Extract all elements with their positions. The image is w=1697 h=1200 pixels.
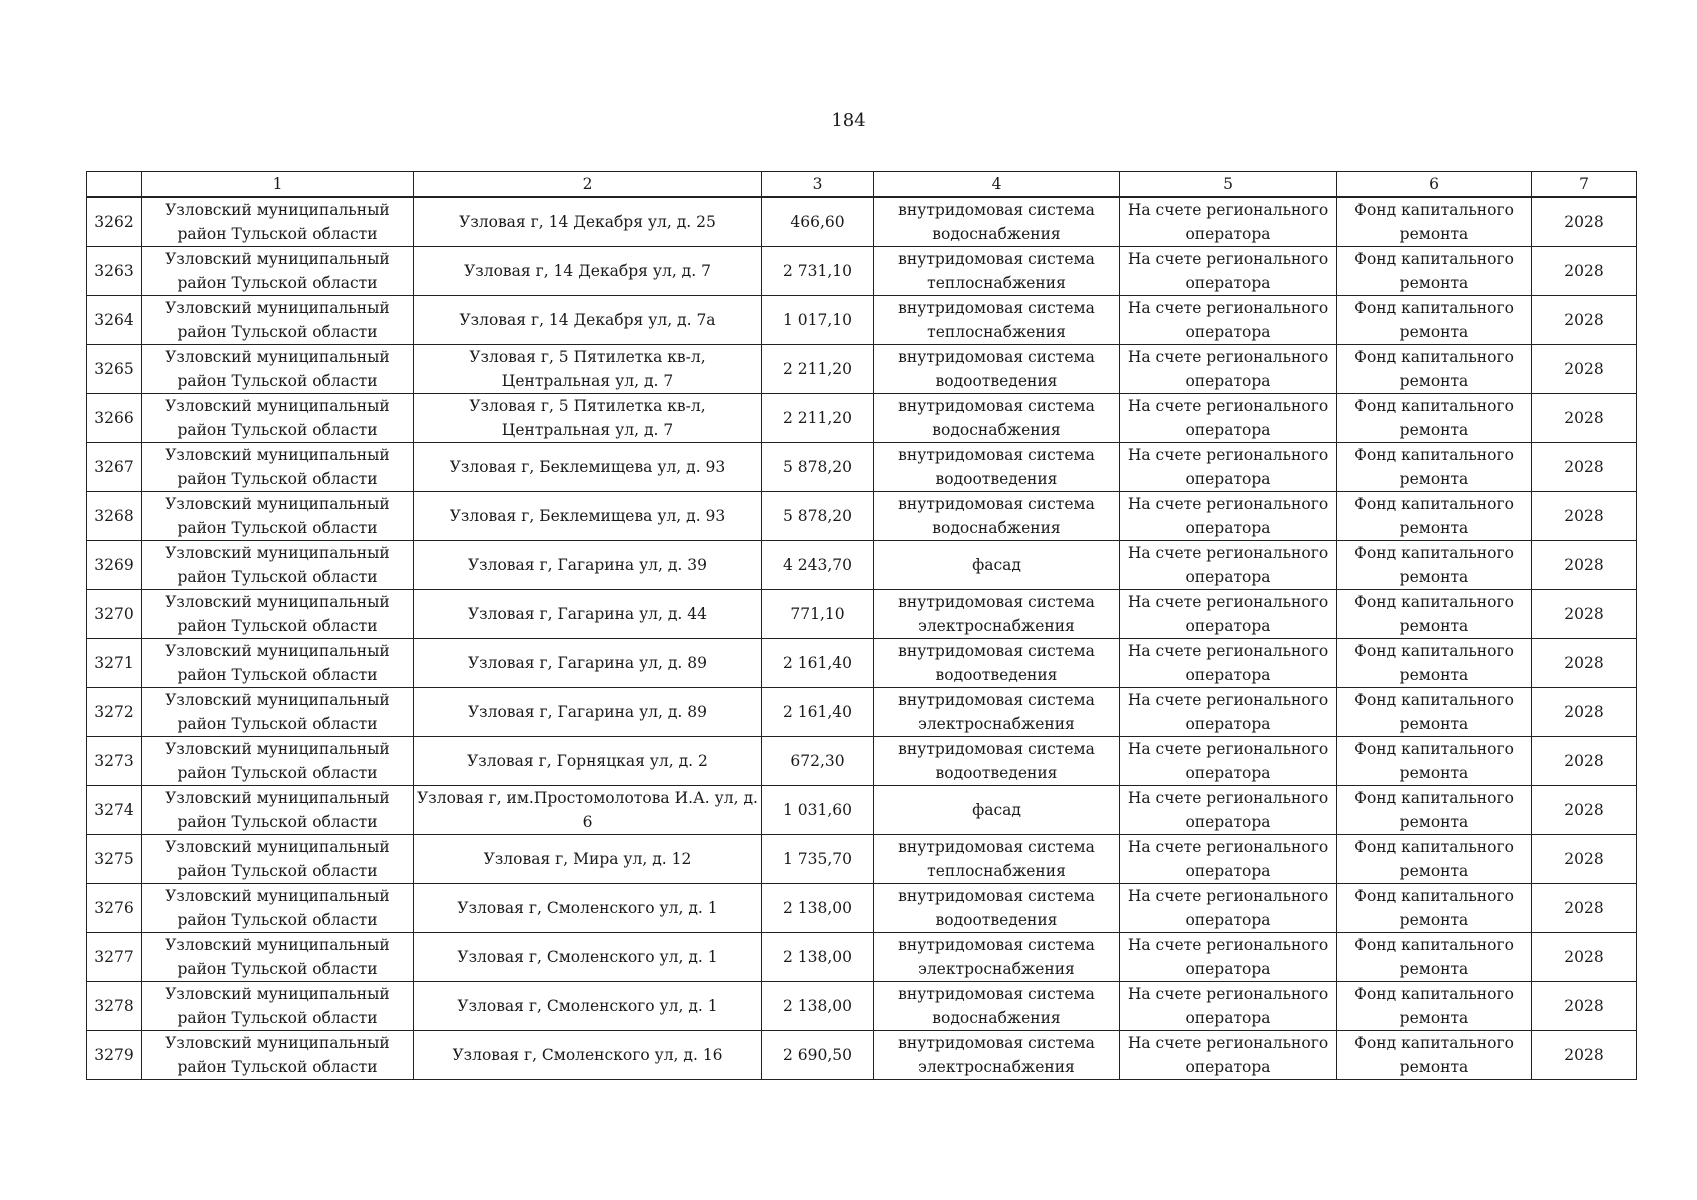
row-number-cell: 3269	[87, 541, 142, 590]
funding-source-cell: Фонд капитального ремонта	[1337, 394, 1532, 443]
work-type-cell: фасад	[874, 541, 1120, 590]
work-type-cell: внутридомовая система теплоснабжения	[874, 835, 1120, 884]
address-cell: Узловая г, 14 Декабря ул, д. 7а	[414, 296, 762, 345]
header-cell-2: 2	[414, 172, 762, 198]
table-row	[87, 197, 1637, 247]
area-cell: 672,30	[762, 737, 874, 786]
district-cell: Узловский муниципальный район Тульской области	[142, 443, 414, 492]
address-cell: Узловая г, 5 Пятилетка кв-л, Центральная ул, д. 7	[414, 345, 762, 394]
table-row	[87, 1031, 1637, 1080]
row-number-cell: 3264	[87, 296, 142, 345]
area-cell: 2 731,10	[762, 247, 874, 296]
district-cell: Узловский муниципальный район Тульской области	[142, 345, 414, 394]
address-cell: Узловая г, Горняцкая ул, д. 2	[414, 737, 762, 786]
funding-source-cell: Фонд капитального ремонта	[1337, 541, 1532, 590]
table-row	[87, 394, 1637, 443]
year-cell: 2028	[1532, 492, 1637, 541]
address-cell: Узловая г, Мира ул, д. 12	[414, 835, 762, 884]
row-number-cell: 3265	[87, 345, 142, 394]
work-type-cell: внутридомовая система электроснабжения	[874, 933, 1120, 982]
row-number-cell: 3270	[87, 590, 142, 639]
year-cell: 2028	[1532, 786, 1637, 835]
year-cell: 2028	[1532, 933, 1637, 982]
year-cell: 2028	[1532, 688, 1637, 737]
funding-source-cell: Фонд капитального ремонта	[1337, 639, 1532, 688]
area-cell: 1 735,70	[762, 835, 874, 884]
work-type-cell: внутридомовая система водоотведения	[874, 884, 1120, 933]
year-cell: 2028	[1532, 345, 1637, 394]
account-cell: На счете регионального оператора	[1120, 786, 1337, 835]
year-cell: 2028	[1532, 884, 1637, 933]
year-cell: 2028	[1532, 541, 1637, 590]
address-cell: Узловая г, Гагарина ул, д. 89	[414, 688, 762, 737]
year-cell: 2028	[1532, 394, 1637, 443]
account-cell: На счете регионального оператора	[1120, 1031, 1337, 1080]
account-cell: На счете регионального оператора	[1120, 737, 1337, 786]
table-row	[87, 884, 1637, 933]
work-type-cell: внутридомовая система теплоснабжения	[874, 247, 1120, 296]
area-cell: 5 878,20	[762, 492, 874, 541]
table-row	[87, 492, 1637, 541]
header-cell-num	[87, 172, 142, 198]
funding-source-cell: Фонд капитального ремонта	[1337, 884, 1532, 933]
address-cell: Узловая г, Беклемищева ул, д. 93	[414, 443, 762, 492]
table-row	[87, 296, 1637, 345]
funding-source-cell: Фонд капитального ремонта	[1337, 247, 1532, 296]
address-cell: Узловая г, Гагарина ул, д. 39	[414, 541, 762, 590]
row-number-cell: 3277	[87, 933, 142, 982]
work-type-cell: внутридомовая система электроснабжения	[874, 688, 1120, 737]
page-number: 184	[831, 110, 866, 131]
district-cell: Узловский муниципальный район Тульской области	[142, 639, 414, 688]
table-row	[87, 345, 1637, 394]
district-cell: Узловский муниципальный район Тульской области	[142, 835, 414, 884]
year-cell: 2028	[1532, 1031, 1637, 1080]
work-type-cell: внутридомовая система водоснабжения	[874, 982, 1120, 1031]
district-cell: Узловский муниципальный район Тульской области	[142, 884, 414, 933]
table-row	[87, 933, 1637, 982]
area-cell: 771,10	[762, 590, 874, 639]
row-number-cell: 3268	[87, 492, 142, 541]
address-cell: Узловая г, Гагарина ул, д. 44	[414, 590, 762, 639]
account-cell: На счете регионального оператора	[1120, 688, 1337, 737]
work-type-cell: внутридомовая система водоснабжения	[874, 492, 1120, 541]
address-cell: Узловая г, Смоленского ул, д. 16	[414, 1031, 762, 1080]
year-cell: 2028	[1532, 639, 1637, 688]
work-type-cell: внутридомовая система водоотведения	[874, 443, 1120, 492]
table-row	[87, 982, 1637, 1031]
table-body	[87, 197, 1637, 1080]
funding-source-cell: Фонд капитального ремонта	[1337, 835, 1532, 884]
account-cell: На счете регионального оператора	[1120, 345, 1337, 394]
year-cell: 2028	[1532, 590, 1637, 639]
row-number-cell: 3263	[87, 247, 142, 296]
district-cell: Узловский муниципальный район Тульской области	[142, 394, 414, 443]
row-number-cell: 3276	[87, 884, 142, 933]
address-cell: Узловая г, Беклемищева ул, д. 93	[414, 492, 762, 541]
funding-source-cell: Фонд капитального ремонта	[1337, 443, 1532, 492]
area-cell: 1 017,10	[762, 296, 874, 345]
address-cell: Узловая г, 5 Пятилетка кв-л, Центральная ул, д. 7	[414, 394, 762, 443]
funding-source-cell: Фонд капитального ремонта	[1337, 786, 1532, 835]
header-cell-3: 3	[762, 172, 874, 198]
header-cell-6: 6	[1337, 172, 1532, 198]
table-row	[87, 639, 1637, 688]
area-cell: 1 031,60	[762, 786, 874, 835]
address-cell: Узловая г, Смоленского ул, д. 1	[414, 884, 762, 933]
work-type-cell: внутридомовая система водоотведения	[874, 345, 1120, 394]
row-number-cell: 3271	[87, 639, 142, 688]
account-cell: На счете регионального оператора	[1120, 933, 1337, 982]
table-row	[87, 688, 1637, 737]
year-cell: 2028	[1532, 443, 1637, 492]
account-cell: На счете регионального оператора	[1120, 296, 1337, 345]
work-type-cell: внутридомовая система водоотведения	[874, 639, 1120, 688]
row-number-cell: 3274	[87, 786, 142, 835]
district-cell: Узловский муниципальный район Тульской области	[142, 786, 414, 835]
row-number-cell: 3267	[87, 443, 142, 492]
work-type-cell: внутридомовая система водоснабжения	[874, 197, 1120, 247]
row-number-cell: 3275	[87, 835, 142, 884]
funding-source-cell: Фонд капитального ремонта	[1337, 982, 1532, 1031]
account-cell: На счете регионального оператора	[1120, 884, 1337, 933]
area-cell: 2 138,00	[762, 933, 874, 982]
account-cell: На счете регионального оператора	[1120, 247, 1337, 296]
year-cell: 2028	[1532, 247, 1637, 296]
year-cell: 2028	[1532, 197, 1637, 247]
address-cell: Узловая г, Гагарина ул, д. 89	[414, 639, 762, 688]
area-cell: 2 690,50	[762, 1031, 874, 1080]
header-cell-4: 4	[874, 172, 1120, 198]
district-cell: Узловский муниципальный район Тульской области	[142, 296, 414, 345]
repair-register-table	[86, 171, 1637, 1080]
area-cell: 466,60	[762, 197, 874, 247]
table-row	[87, 786, 1637, 835]
funding-source-cell: Фонд капитального ремонта	[1337, 345, 1532, 394]
account-cell: На счете регионального оператора	[1120, 590, 1337, 639]
address-cell: Узловая г, Смоленского ул, д. 1	[414, 933, 762, 982]
year-cell: 2028	[1532, 982, 1637, 1031]
table-row	[87, 443, 1637, 492]
account-cell: На счете регионального оператора	[1120, 492, 1337, 541]
area-cell: 2 138,00	[762, 884, 874, 933]
district-cell: Узловский муниципальный район Тульской области	[142, 737, 414, 786]
address-cell: Узловая г, Смоленского ул, д. 1	[414, 982, 762, 1031]
district-cell: Узловский муниципальный район Тульской области	[142, 492, 414, 541]
work-type-cell: внутридомовая система теплоснабжения	[874, 296, 1120, 345]
row-number-cell: 3273	[87, 737, 142, 786]
district-cell: Узловский муниципальный район Тульской области	[142, 247, 414, 296]
account-cell: На счете регионального оператора	[1120, 394, 1337, 443]
area-cell: 2 138,00	[762, 982, 874, 1031]
district-cell: Узловский муниципальный район Тульской области	[142, 590, 414, 639]
funding-source-cell: Фонд капитального ремонта	[1337, 737, 1532, 786]
account-cell: На счете регионального оператора	[1120, 835, 1337, 884]
year-cell: 2028	[1532, 737, 1637, 786]
address-cell: Узловая г, 14 Декабря ул, д. 7	[414, 247, 762, 296]
area-cell: 2 161,40	[762, 639, 874, 688]
funding-source-cell: Фонд капитального ремонта	[1337, 688, 1532, 737]
area-cell: 2 161,40	[762, 688, 874, 737]
header-cell-7: 7	[1532, 172, 1637, 198]
header-row	[87, 172, 1637, 198]
work-type-cell: внутридомовая система водоснабжения	[874, 394, 1120, 443]
account-cell: На счете регионального оператора	[1120, 982, 1337, 1031]
funding-source-cell: Фонд капитального ремонта	[1337, 492, 1532, 541]
year-cell: 2028	[1532, 296, 1637, 345]
funding-source-cell: Фонд капитального ремонта	[1337, 1031, 1532, 1080]
area-cell: 4 243,70	[762, 541, 874, 590]
district-cell: Узловский муниципальный район Тульской области	[142, 688, 414, 737]
district-cell: Узловский муниципальный район Тульской области	[142, 541, 414, 590]
table-row	[87, 590, 1637, 639]
address-cell: Узловая г, им.Простомолотова И.А. ул, д. 6	[414, 786, 762, 835]
district-cell: Узловский муниципальный район Тульской области	[142, 1031, 414, 1080]
account-cell: На счете регионального оператора	[1120, 639, 1337, 688]
address-cell: Узловая г, 14 Декабря ул, д. 25	[414, 197, 762, 247]
table-row	[87, 541, 1637, 590]
table-row	[87, 247, 1637, 296]
area-cell: 2 211,20	[762, 345, 874, 394]
district-cell: Узловский муниципальный район Тульской области	[142, 982, 414, 1031]
work-type-cell: внутридомовая система электроснабжения	[874, 1031, 1120, 1080]
table-row	[87, 835, 1637, 884]
row-number-cell: 3278	[87, 982, 142, 1031]
row-number-cell: 3279	[87, 1031, 142, 1080]
area-cell: 5 878,20	[762, 443, 874, 492]
row-number-cell: 3266	[87, 394, 142, 443]
funding-source-cell: Фонд капитального ремонта	[1337, 933, 1532, 982]
funding-source-cell: Фонд капитального ремонта	[1337, 296, 1532, 345]
work-type-cell: внутридомовая система водоотведения	[874, 737, 1120, 786]
work-type-cell: внутридомовая система электроснабжения	[874, 590, 1120, 639]
account-cell: На счете регионального оператора	[1120, 197, 1337, 247]
header-cell-1: 1	[142, 172, 414, 198]
row-number-cell: 3272	[87, 688, 142, 737]
work-type-cell: фасад	[874, 786, 1120, 835]
year-cell: 2028	[1532, 835, 1637, 884]
district-cell: Узловский муниципальный район Тульской области	[142, 933, 414, 982]
account-cell: На счете регионального оператора	[1120, 541, 1337, 590]
area-cell: 2 211,20	[762, 394, 874, 443]
funding-source-cell: Фонд капитального ремонта	[1337, 590, 1532, 639]
header-cell-5: 5	[1120, 172, 1337, 198]
district-cell: Узловский муниципальный район Тульской области	[142, 197, 414, 247]
row-number-cell: 3262	[87, 197, 142, 247]
funding-source-cell: Фонд капитального ремонта	[1337, 197, 1532, 247]
table-row	[87, 737, 1637, 786]
account-cell: На счете регионального оператора	[1120, 443, 1337, 492]
table-header	[87, 172, 1637, 198]
